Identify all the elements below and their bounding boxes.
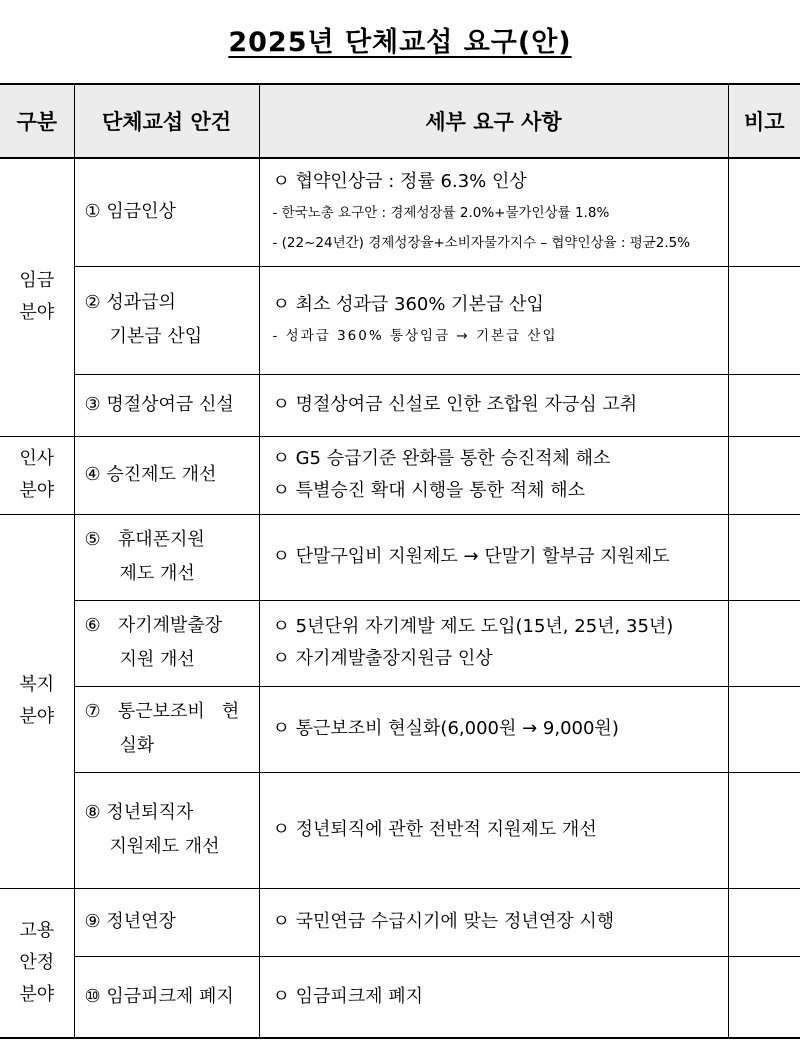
agenda-cell: ③ 명절상여금 신설 xyxy=(74,374,259,436)
note-cell xyxy=(728,686,800,772)
category-employment: 고용 안정 분야 xyxy=(0,888,74,1038)
header-category: 구분 xyxy=(0,84,74,158)
details-cell: ㅇ 단말구입비 지원제도 → 단말기 할부금 지원제도 xyxy=(259,514,728,600)
header-agenda: 단체교섭 안건 xyxy=(74,84,259,158)
agenda-cell: ① 임금인상 xyxy=(74,158,259,266)
note-cell xyxy=(728,600,800,686)
category-wage: 임금 분야 xyxy=(0,158,74,436)
category-hr: 인사 분야 xyxy=(0,436,74,514)
note-cell xyxy=(728,158,800,266)
agenda-cell: ⑦ 통근보조비 현 실화 xyxy=(74,686,259,772)
table-row xyxy=(0,600,800,686)
details-cell: ㅇ 국민연금 수급시기에 맞는 정년연장 시행 xyxy=(259,888,728,956)
document-title: 2025년 단체교섭 요구(안) xyxy=(228,27,572,58)
table-row xyxy=(0,514,800,600)
table-row xyxy=(0,158,800,266)
table-row xyxy=(0,374,800,436)
header-note: 비고 xyxy=(728,84,800,158)
note-cell xyxy=(728,436,800,514)
details-cell: ㅇ 임금피크제 폐지 xyxy=(259,956,728,1038)
header-row xyxy=(0,84,800,158)
details-cell: ㅇ 통근보조비 현실화(6,000원 → 9,000원) xyxy=(259,686,728,772)
table-row xyxy=(0,436,800,514)
note-cell xyxy=(728,772,800,888)
details-cell: ㅇ 5년단위 자기계발 제도 도입(15년, 25년, 35년) ㅇ 자기계발출장지원금 인상 xyxy=(259,600,728,686)
note-cell xyxy=(728,514,800,600)
category-welfare: 복지 분야 xyxy=(0,514,74,888)
agenda-cell: ⑩ 임금피크제 폐지 xyxy=(74,956,259,1038)
agenda-cell: ⑥ 자기계발출장 지원 개선 xyxy=(74,600,259,686)
table-row xyxy=(0,956,800,1038)
details-cell: ㅇ 정년퇴직에 관한 전반적 지원제도 개선 xyxy=(259,772,728,888)
table-row xyxy=(0,772,800,888)
details-cell: ㅇ 명절상여금 신설로 인한 조합원 자긍심 고취 xyxy=(259,374,728,436)
note-cell xyxy=(728,956,800,1038)
agenda-cell: ⑧ 정년퇴직자 지원제도 개선 xyxy=(74,772,259,888)
agenda-cell: ④ 승진제도 개선 xyxy=(74,436,259,514)
note-cell xyxy=(728,374,800,436)
table-row xyxy=(0,266,800,374)
details-cell: ㅇ 최소 성과급 360% 기본급 산입 - 성과급 360% 통상임금 → 기본급 산입 xyxy=(259,266,728,374)
details-cell: ㅇ 협약인상금 : 정률 6.3% 인상 - 한국노총 요구안 : 경제성장률 2.0%+물가인상률 1.8% - (22~24년간) 경제성장율+소비자물가지수 – 협약인상율 : 평균2.5% xyxy=(259,158,728,266)
agenda-cell: ② 성과급의 기본급 산입 xyxy=(74,266,259,374)
table-row xyxy=(0,686,800,772)
note-cell xyxy=(728,888,800,956)
header-details: 세부 요구 사항 xyxy=(259,84,728,158)
note-cell xyxy=(728,266,800,374)
agenda-cell: ⑨ 정년연장 xyxy=(74,888,259,956)
agenda-cell: ⑤ 휴대폰지원 제도 개선 xyxy=(74,514,259,600)
bargaining-table xyxy=(0,83,800,1039)
table-row xyxy=(0,888,800,956)
details-cell: ㅇ G5 승급기준 완화를 통한 승진적체 해소 ㅇ 특별승진 확대 시행을 통한 적체 해소 xyxy=(259,436,728,514)
